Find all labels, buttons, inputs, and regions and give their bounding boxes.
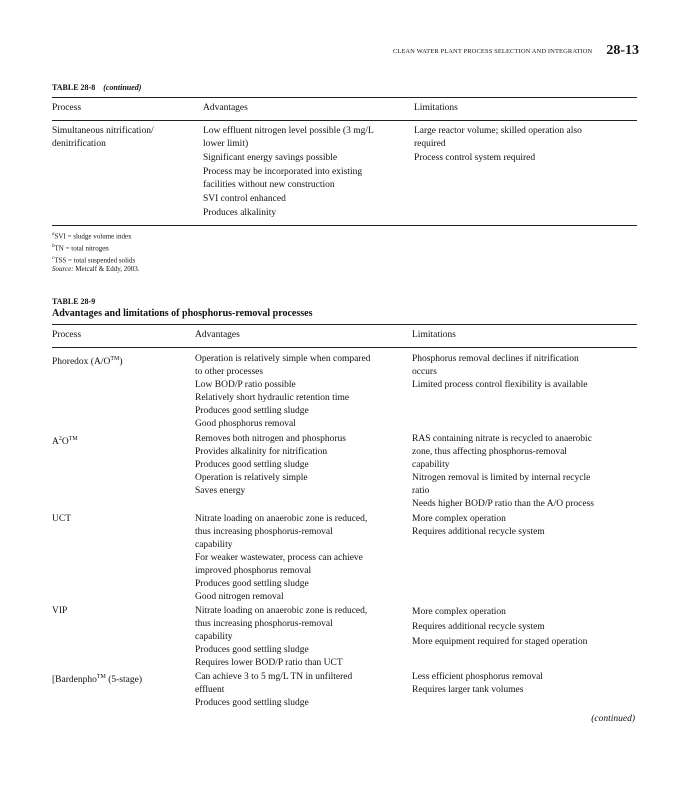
advantages-cell-phoredox bbox=[195, 353, 370, 431]
cell-line: Requires additional recycle system bbox=[412, 622, 545, 632]
cell-line: Can achieve 3 to 5 mg/L TN in unfiltered bbox=[195, 672, 353, 682]
cell-line: required bbox=[414, 139, 446, 149]
running-title: CLEAN WATER PLANT PROCESS SELECTION AND INTEGRATION bbox=[392, 47, 593, 55]
cell-line: capability bbox=[412, 460, 450, 470]
cell-line: RAS containing nitrate is recycled to anaerobic bbox=[412, 434, 592, 444]
page-number: 28-13 bbox=[606, 43, 639, 59]
cell-line: Significant energy savings possible bbox=[203, 153, 338, 163]
cell-line: Process may be incorporated into existing bbox=[203, 167, 363, 177]
cell-line: $A^2O™$ bbox=[52, 436, 78, 448]
cell-line: Process control system required bbox=[414, 153, 536, 163]
cell-line: lower limit) bbox=[203, 139, 249, 149]
running-header bbox=[393, 42, 639, 60]
cell-line: Produces good settling sludge bbox=[195, 645, 309, 655]
cell-line: SVI control enhanced bbox=[203, 194, 286, 204]
cell-line: thus increasing phosphorus-removal bbox=[195, 619, 333, 629]
cell-line: Low effluent nitrogen level possible (3 mg/L bbox=[203, 126, 374, 136]
cell-line: Simultaneous nitrification/ bbox=[52, 126, 154, 136]
cell-line: Produces good settling sludge bbox=[195, 579, 309, 589]
table-cell-limitations bbox=[414, 125, 582, 165]
advantages-cell-a2o bbox=[195, 433, 346, 498]
cell-line: VIP bbox=[52, 606, 68, 616]
cell-line: Relatively short hydraulic retention time bbox=[195, 393, 350, 403]
cell-line: effluent bbox=[195, 685, 225, 695]
cell-line: thus increasing phosphorus-removal bbox=[195, 527, 333, 537]
cell-line: denitrification bbox=[52, 139, 106, 149]
table-footnotes bbox=[52, 230, 140, 275]
col-header-limitations: Limitations bbox=[414, 103, 458, 113]
cell-line: Produces good settling sludge bbox=[195, 698, 309, 708]
table-top-rule bbox=[52, 324, 637, 325]
cell-line: Phoredox (A/O™) bbox=[52, 356, 123, 368]
advantages-cell-bardenpho bbox=[195, 671, 352, 710]
limitations-cell-bardenpho bbox=[412, 671, 543, 697]
continued-note: (continued) bbox=[591, 714, 635, 724]
table-28-9-caption: Advantages and limitations of phosphorus-removal processes bbox=[52, 308, 313, 319]
cell-line: Needs higher BOD/P ratio than the A/O process bbox=[412, 499, 594, 509]
cell-line: Saves energy bbox=[195, 486, 246, 496]
cell-line: UCT bbox=[52, 514, 71, 524]
table-label: TABLE 28-8 bbox=[52, 83, 96, 92]
col-header-process: Process bbox=[52, 103, 82, 113]
cell-line: Good phosphorus removal bbox=[195, 419, 296, 429]
footnote: $^b$TN = total nitrogen bbox=[52, 243, 109, 253]
cell-line: facilities without new construction bbox=[203, 180, 335, 190]
advantages-cell-vip bbox=[195, 605, 367, 670]
process-cell-vip bbox=[52, 605, 67, 618]
cell-line: Low BOD/P ratio possible bbox=[195, 380, 296, 390]
footnote: $^a$SVI = sludge volume index bbox=[52, 232, 132, 241]
process-cell-bardenpho bbox=[52, 671, 142, 687]
header-rule bbox=[52, 347, 637, 348]
cell-line: Phosphorus removal declines if nitrification bbox=[412, 354, 579, 364]
table-bottom-rule bbox=[52, 225, 637, 226]
table-top-rule bbox=[52, 97, 637, 98]
cell-line: Provides alkalinity for nitrification bbox=[195, 447, 328, 457]
table-28-8-label bbox=[52, 83, 141, 92]
cell-line: Requires larger tank volumes bbox=[412, 685, 524, 695]
cell-line: Less efficient phosphorus removal bbox=[412, 672, 543, 682]
cell-line: Operation is relatively simple when compared bbox=[195, 354, 371, 364]
cell-line: [Bardenpho™ (5-stage) bbox=[52, 674, 142, 686]
process-cell-a2o bbox=[52, 433, 78, 449]
advantages-cell-uct bbox=[195, 513, 367, 604]
cell-line: occurs bbox=[412, 367, 437, 377]
col-header-advantages: Advantages bbox=[195, 330, 240, 340]
limitations-cell-a2o bbox=[412, 433, 594, 511]
header-rule bbox=[52, 120, 637, 121]
cell-line: capability bbox=[195, 632, 233, 642]
cell-line: Good nitrogen removal bbox=[195, 592, 284, 602]
cell-line: More equipment required for staged operation bbox=[412, 637, 588, 647]
cell-line: Nitrate loading on anaerobic zone is reduced, bbox=[195, 514, 368, 524]
cell-line: Produces good settling sludge bbox=[195, 460, 309, 470]
col-header-advantages: Advantages bbox=[203, 103, 248, 113]
col-header-process: Process bbox=[52, 330, 82, 340]
cell-line: Operation is relatively simple bbox=[195, 473, 308, 483]
cell-line: More complex operation bbox=[412, 514, 506, 524]
cell-line: improved phosphorus removal bbox=[195, 566, 312, 576]
cell-line: zone, thus affecting phosphorus-removal bbox=[412, 447, 567, 457]
table-28-9-label: TABLE 28-9 bbox=[52, 297, 96, 306]
table-cell-process bbox=[52, 125, 154, 151]
process-cell-uct bbox=[52, 513, 71, 526]
cell-line: Requires additional recycle system bbox=[412, 527, 545, 537]
col-header-limitations: Limitations bbox=[412, 330, 456, 340]
cell-line: Limited process control flexibility is available bbox=[412, 380, 588, 390]
cell-line: Requires lower BOD/P ratio than UCT bbox=[195, 658, 343, 668]
cell-line: to other processes bbox=[195, 367, 264, 377]
cell-line: capability bbox=[195, 540, 233, 550]
limitations-cell-uct bbox=[412, 513, 545, 539]
cell-line: For weaker wastewater, process can achieve bbox=[195, 553, 363, 563]
cell-line: Nitrate loading on anaerobic zone is reduced, bbox=[195, 606, 368, 616]
table-cell-advantages bbox=[203, 125, 374, 220]
footnote: $^c$TSS = total suspended solids bbox=[52, 255, 136, 264]
limitations-cell-phoredox bbox=[412, 353, 587, 392]
cell-line: Removes both nitrogen and phosphorus bbox=[195, 434, 346, 444]
continued-tag: (continued) bbox=[103, 83, 142, 92]
cell-line: Produces good settling sludge bbox=[195, 406, 309, 416]
cell-line: Nitrogen removal is limited by internal recycle bbox=[412, 473, 591, 483]
cell-line: More complex operation bbox=[412, 607, 506, 617]
cell-line: Produces alkalinity bbox=[203, 208, 277, 218]
source-line: Source: Metcalf & Eddy, 2003. bbox=[52, 265, 140, 274]
cell-line: ratio bbox=[412, 486, 430, 496]
process-cell-phoredox bbox=[52, 353, 123, 369]
cell-line: Large reactor volume; skilled operation also bbox=[414, 126, 582, 136]
limitations-cell-vip bbox=[412, 605, 587, 650]
